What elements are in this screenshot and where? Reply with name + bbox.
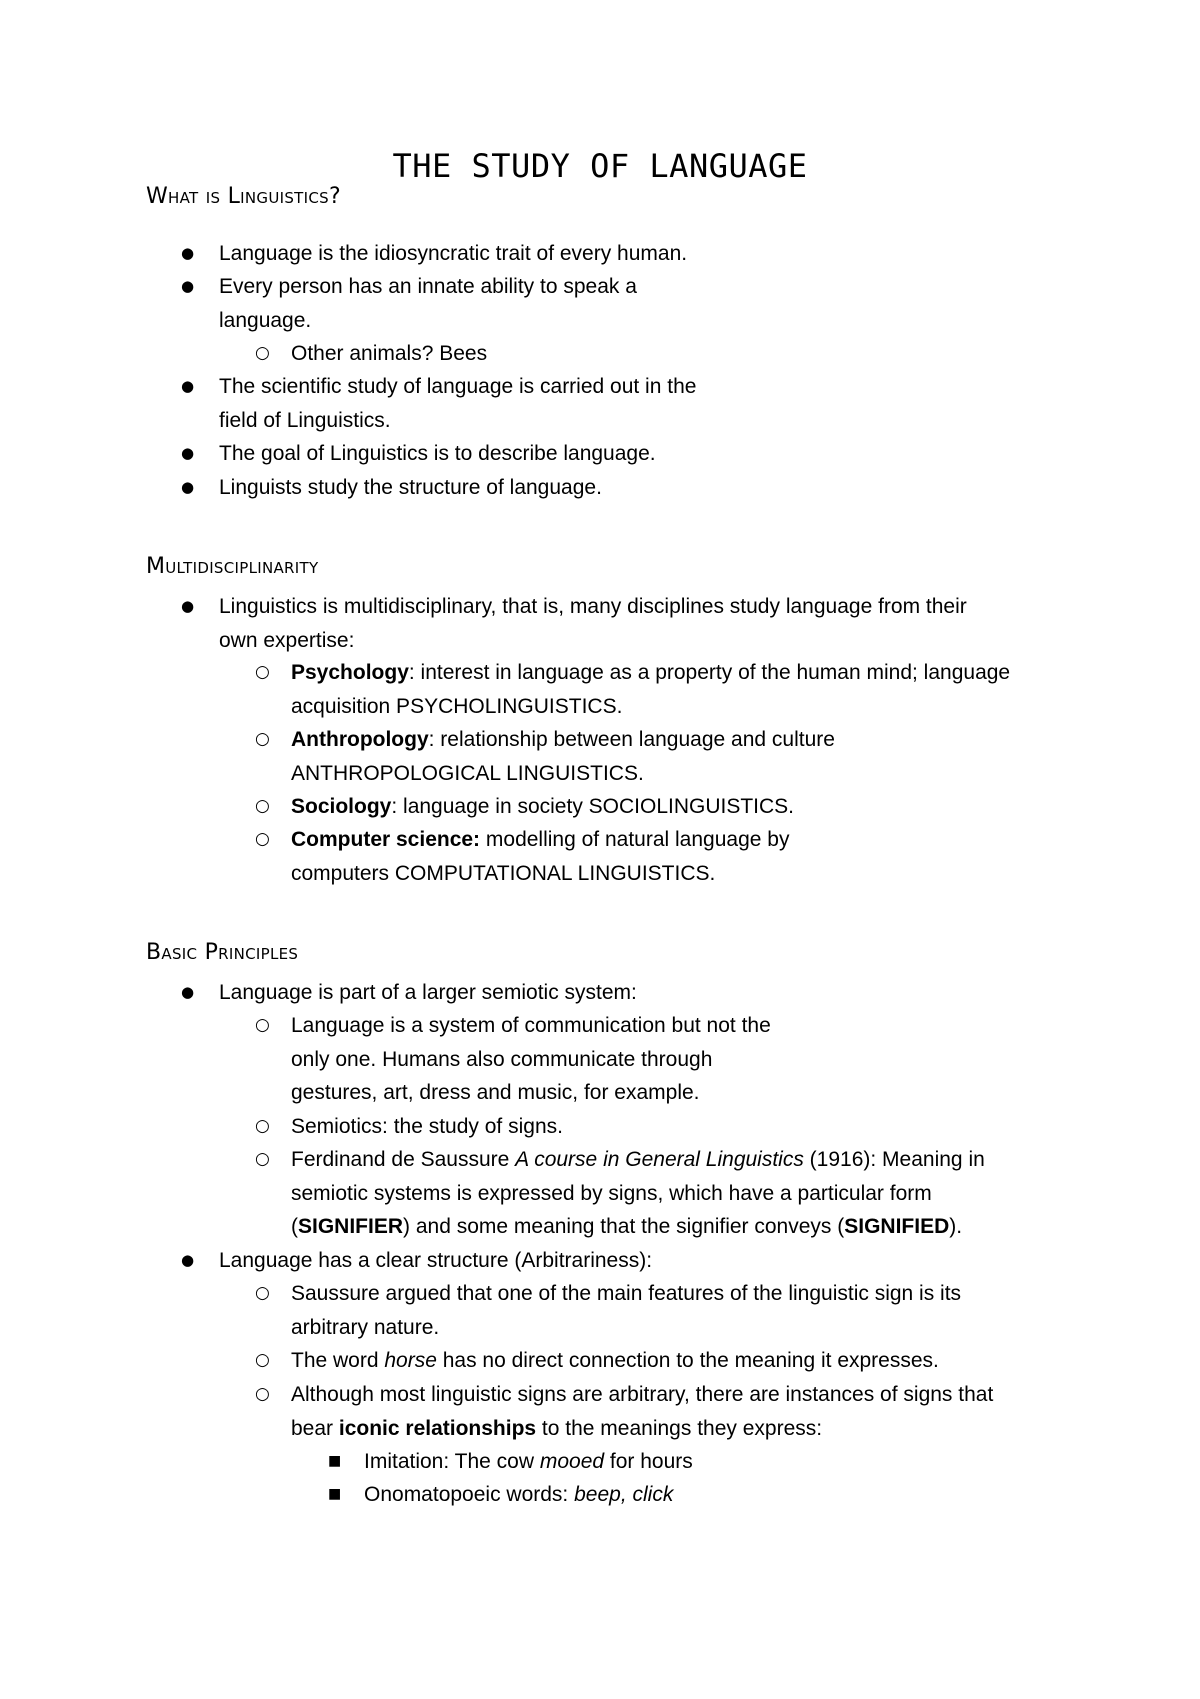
- bullet-marker: ●: [181, 983, 195, 1001]
- section-heading-linguistics: What is Linguistics?: [146, 184, 341, 209]
- section-heading-multidisciplinarity: Multidisciplinarity: [146, 554, 319, 579]
- circle-marker: ○: [255, 1116, 270, 1136]
- list-item: ● Language is part of a larger semiotic system:: [219, 976, 1019, 1010]
- term-signified: SIGNIFIED: [844, 1215, 950, 1238]
- book-title: A course in General Linguistics: [515, 1148, 804, 1171]
- list-item: ○ Saussure argued that one of the main features of the linguistic sign is its arbitrary nature.: [291, 1277, 1051, 1344]
- list-item: ○ Psychology: interest in language as a property of the human mind; language acquisition PSYCHOLINGUISTICS.: [291, 656, 1051, 723]
- circle-marker: ○: [255, 1384, 270, 1404]
- list-item: ■ Onomatopoeic words: beep, click: [364, 1478, 1054, 1512]
- bullet-marker: ●: [181, 1251, 195, 1269]
- list-item: ○ Sociology: language in society SOCIOLINGUISTICS.: [291, 790, 1051, 824]
- list-item: ● Language has a clear structure (Arbitrariness):: [219, 1244, 1019, 1278]
- circle-marker: ○: [255, 1283, 270, 1303]
- example-word: mooed: [539, 1450, 605, 1473]
- example-word: horse: [384, 1349, 437, 1372]
- list-item: ○ The word horse has no direct connection to the meaning it expresses.: [291, 1344, 1051, 1378]
- list-item: ■ Imitation: The cow mooed for hours: [364, 1445, 1054, 1479]
- list-item: ● Language is the idiosyncratic trait of every human.: [219, 237, 1019, 271]
- circle-marker: ○: [255, 343, 270, 363]
- list-item: ● Linguists study the structure of language.: [219, 471, 1019, 505]
- circle-marker: ○: [255, 1015, 270, 1035]
- list-item: ○ Semiotics: the study of signs.: [291, 1110, 1051, 1144]
- square-marker: ■: [328, 1453, 342, 1469]
- list-item: ● Linguistics is multidisciplinary, that is, many disciplines study language from their own expertise:: [219, 590, 1019, 657]
- section-heading-basic-principles: Basic Principles: [146, 940, 299, 965]
- circle-marker: ○: [255, 829, 270, 849]
- circle-marker: ○: [255, 1149, 270, 1169]
- term-signifier: SIGNIFIER: [298, 1215, 404, 1238]
- bullet-marker: ●: [181, 277, 195, 295]
- list-item: ○ Other animals? Bees: [291, 337, 1051, 371]
- discipline-term: Psychology: [291, 661, 409, 684]
- circle-marker: ○: [255, 1350, 270, 1370]
- document-title: THE STUDY OF LANGUAGE: [392, 147, 808, 185]
- example-words: beep, click: [574, 1483, 674, 1506]
- list-item: ○ Anthropology: relationship between language and culture ANTHROPOLOGICAL LINGUISTICS.: [291, 723, 1051, 790]
- circle-marker: ○: [255, 662, 270, 682]
- list-item: ● Every person has an innate ability to speak a language.: [219, 270, 1019, 337]
- bullet-marker: ●: [181, 478, 195, 496]
- circle-marker: ○: [255, 729, 270, 749]
- bullet-marker: ●: [181, 597, 195, 615]
- square-marker: ■: [328, 1486, 342, 1502]
- discipline-term: Sociology: [291, 795, 392, 818]
- list-item: ● The scientific study of language is carried out in the field of Linguistics.: [219, 370, 1019, 437]
- bullet-marker: ●: [181, 444, 195, 462]
- bullet-marker: ●: [181, 244, 195, 262]
- discipline-term: Anthropology: [291, 728, 429, 751]
- discipline-term: Computer science:: [291, 828, 481, 851]
- circle-marker: ○: [255, 796, 270, 816]
- bullet-marker: ●: [181, 377, 195, 395]
- list-item: ○ Although most linguistic signs are arbitrary, there are instances of signs that bear iconic relationships to the meanings they express:: [291, 1378, 1051, 1445]
- list-item: ○ Ferdinand de Saussure A course in General Linguistics (1916): Meaning in semiotic systems is expressed by signs, which have a particular form (SIGNIFIER) and some meaning that the signifier conveys (SIGNIFIED).: [291, 1143, 1051, 1244]
- list-item: ● The goal of Linguistics is to describe language.: [219, 437, 1019, 471]
- list-item: ○ Computer science: modelling of natural language by computers COMPUTATIONAL LINGUISTICS.: [291, 823, 1051, 890]
- term-iconic-relationships: iconic relationships: [338, 1416, 537, 1440]
- list-item: ○ Language is a system of communication but not the only one. Humans also communicate through gestures, art, dress and music, for example.: [291, 1009, 1051, 1110]
